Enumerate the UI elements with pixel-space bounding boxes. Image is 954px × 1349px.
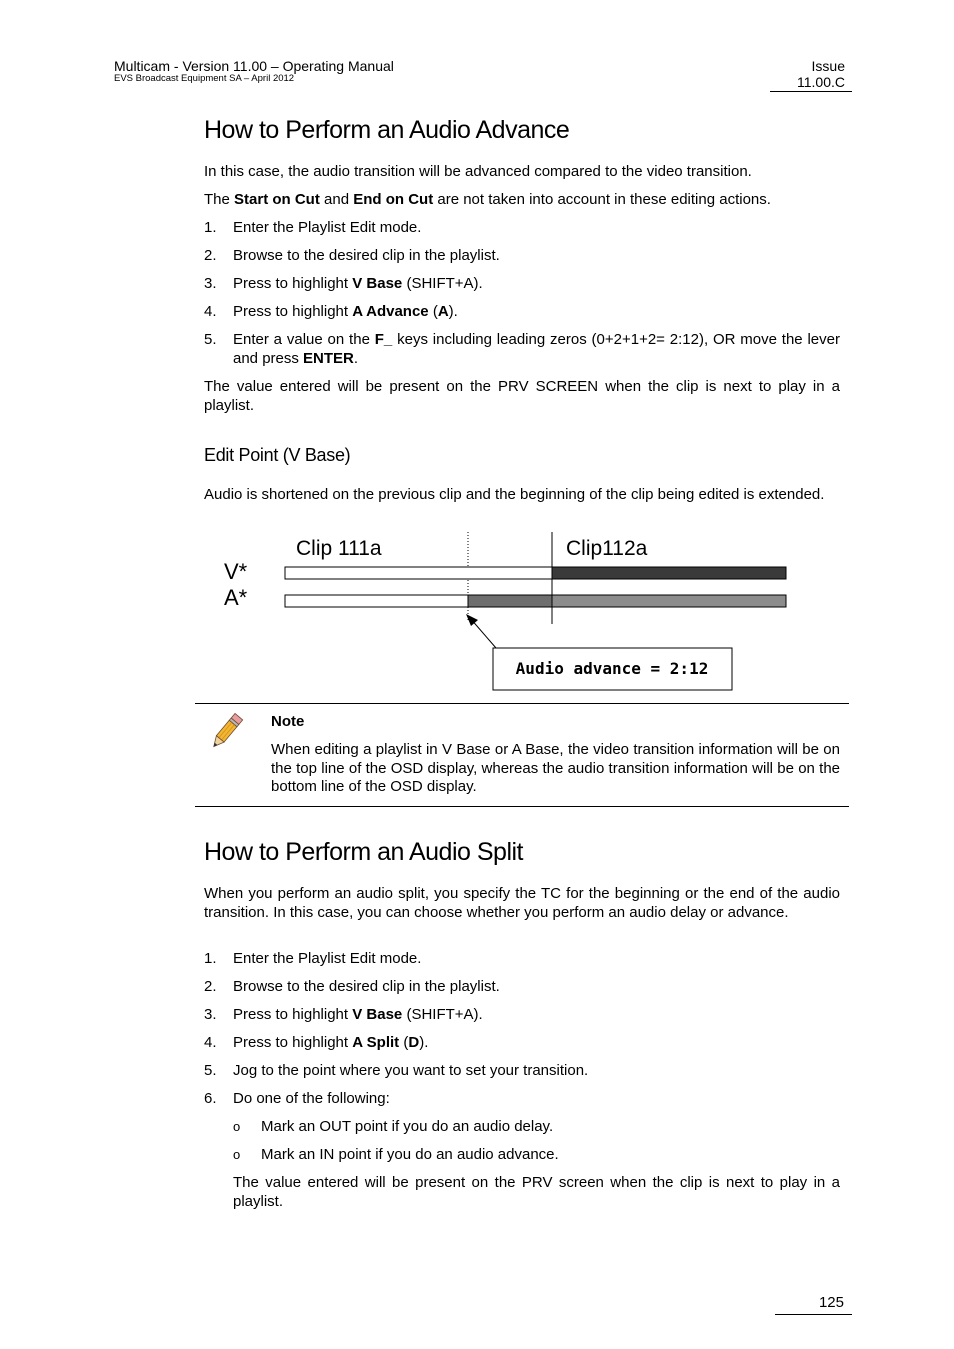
video-bar-clip-right bbox=[552, 567, 786, 579]
section-heading-audio-split: How to Perform an Audio Split bbox=[204, 838, 523, 866]
issue-number: 11.00.C bbox=[797, 74, 845, 90]
list-item: 4. Press to highlight A Split (D). bbox=[204, 1034, 429, 1051]
sub-list-item: o Mark an IN point if you do an audio advance. bbox=[233, 1146, 559, 1163]
note-text: When editing a playlist in V Base or A Base, the video transition information will be on the top line of the OSD display, whereas the audio transition information will be on the bottom line of the OSD display. bbox=[271, 741, 840, 795]
audio-bar-clip-right bbox=[552, 595, 786, 607]
split-intro: When you perform an audio split, you specify the TC for the beginning or the end of the audio transition. In this case, you can choose whether you perform an audio delay or advance. bbox=[204, 885, 840, 921]
advance-intro: In this case, the audio transition will be advanced compared to the video transition. bbox=[204, 163, 752, 180]
split-outro: The value entered will be present on the PRV screen when the clip is next to play in a playlist. bbox=[233, 1174, 840, 1210]
note-title: Note bbox=[271, 713, 305, 730]
audio-advance-diagram bbox=[204, 528, 804, 698]
footer-rule bbox=[775, 1314, 852, 1315]
list-item: 5. Jog to the point where you want to set your transition. bbox=[204, 1062, 589, 1079]
clip-left-label: Clip 111a bbox=[296, 537, 382, 560]
clip-right-label: Clip112a bbox=[566, 537, 648, 560]
list-item: 2. Browse to the desired clip in the playlist. bbox=[204, 978, 500, 995]
sub-list-item: o Mark an OUT point if you do an audio delay. bbox=[233, 1118, 554, 1135]
audio-bar-advance bbox=[468, 595, 552, 607]
manual-subtitle: EVS Broadcast Equipment SA – April 2012 bbox=[114, 73, 295, 84]
list-item: 2. Browse to the desired clip in the playlist. bbox=[204, 247, 500, 264]
advance-intro-2: The Start on Cut and End on Cut are not taken into account in these editing actions. bbox=[204, 191, 771, 208]
list-item: 6. Do one of the following: bbox=[204, 1090, 390, 1107]
video-bar-clip-left bbox=[285, 567, 552, 579]
note-bottom-rule bbox=[195, 806, 849, 807]
callout-text: Audio advance = 2:12 bbox=[515, 659, 709, 678]
audio-bar-clip-left bbox=[285, 595, 468, 607]
list-item: 5. Enter a value on the F_ keys including leading zeros (0+2+1+2= 2:12), OR move the lever and press ENTER. bbox=[204, 331, 840, 367]
subheading-edit-point: Edit Point (V Base) bbox=[204, 445, 351, 465]
note-top-rule bbox=[195, 703, 849, 704]
page-number: 125 bbox=[818, 1294, 844, 1311]
issue-label: Issue bbox=[811, 58, 845, 74]
list-item: 3. Press to highlight V Base (SHIFT+A). bbox=[204, 275, 483, 292]
section-heading-audio-advance: How to Perform an Audio Advance bbox=[204, 116, 570, 144]
list-item: 1. Enter the Playlist Edit mode. bbox=[204, 950, 422, 967]
video-track-label: V* bbox=[224, 559, 248, 584]
edit-point-text: Audio is shortened on the previous clip and the beginning of the clip being edited is extended. bbox=[204, 486, 825, 503]
list-item: 3. Press to highlight V Base (SHIFT+A). bbox=[204, 1006, 483, 1023]
list-item: 1. Enter the Playlist Edit mode. bbox=[204, 219, 422, 236]
advance-outro: The value entered will be present on the PRV SCREEN when the clip is next to play in a playlist. bbox=[204, 378, 840, 414]
pencil-icon bbox=[205, 711, 247, 753]
manual-title: Multicam - Version 11.00 – Operating Manual bbox=[114, 58, 394, 74]
header-rule bbox=[770, 91, 852, 92]
audio-track-label: A* bbox=[224, 585, 248, 610]
list-item: 4. Press to highlight A Advance (A). bbox=[204, 303, 458, 320]
